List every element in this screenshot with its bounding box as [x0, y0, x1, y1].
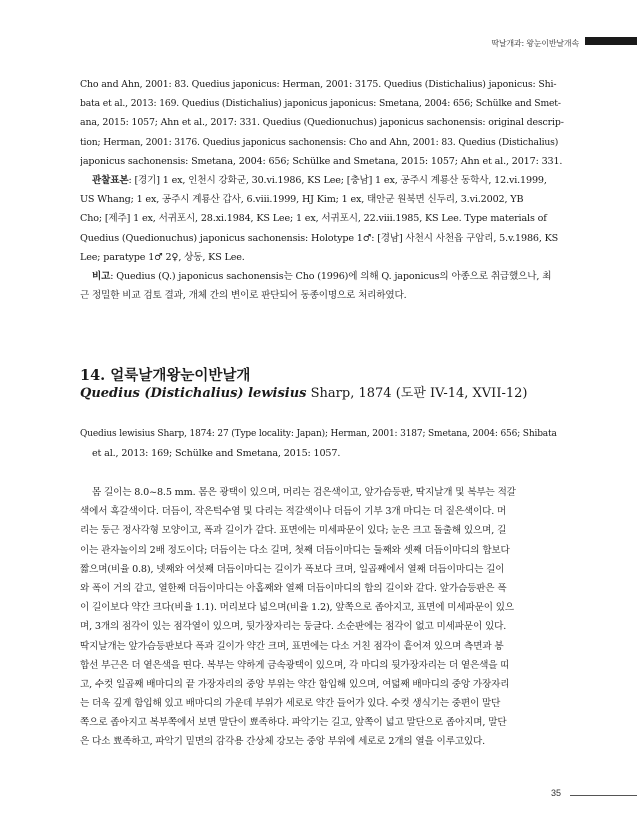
- material-paragraph: [80, 171, 566, 267]
- species-author: Sharp, 1874: [310, 386, 392, 401]
- material-line: : [경기] 1 ex, 인천시 강화군, 30.vi.1986, KS Lee; [충남] 1 ex, 공주시 계룡산 동학사, 12.vi.1999,: [128, 175, 547, 186]
- remarks-first-line: [80, 267, 566, 286]
- running-title: 딱날개과: 왕눈이반날개속: [491, 39, 579, 48]
- material-line: US Whang; 1 ex, 공주시 계룡산 갑사, 6.viii.1999, HJ Kim; 1 ex, 태안군 원북면 신두리, 3.vi.2002, YB: [80, 194, 524, 206]
- synonymy-line: Cho and Ahn, 2001: 83. Quedius japonicus: Herman, 2001: 3175. Quedius (Distichalius) japonicus: Shi-: [80, 79, 557, 90]
- material-label: 관찰표본: [92, 175, 129, 186]
- species-subheading: [80, 382, 527, 401]
- material-line: Cho; [제주] 1 ex, 서귀포시, 28.xi.1984, KS Lee; 1 ex, 서귀포시, 22.viii.1985, KS Lee. Type materials of: [80, 213, 547, 225]
- description-line: 고, 수컷 일곱째 배마디의 끝 가장자리의 중앙 부위는 약간 함입해 있으며, 여덟째 배마디의 중앙 가장자리: [80, 678, 510, 690]
- description-line: 딱지날개는 앞가슴등판보다 폭과 길이가 약간 크며, 표면에는 다소 거친 점각이 흩어져 있으며 측면과 봉: [80, 640, 504, 652]
- remarks-label: 비고: [92, 271, 111, 282]
- synonymy-line: japonicus sachonensis: Smetana, 2004: 656; Schülke and Smetana, 2015: 1057; Ahn et al., 2017: 331.: [80, 155, 563, 167]
- header-bar: [585, 37, 637, 45]
- species-scientific-name: Quedius (Distichalius) lewisius: [80, 386, 307, 401]
- remarks-line: 근 정밀한 비교 검토 결과, 개체 간의 변이로 판단되어 동종이명으로 처리하였다.: [80, 290, 407, 302]
- material-line: Quedius (Quedionuchus) japonicus sachonensis: Holotype 1♂: [경남] 사천시 사천읍 구암리, 5.v.1986, KS: [80, 232, 559, 244]
- description-line: 와 폭이 거의 같고, 열한째 더듬이마디는 아홉째와 열째 더듬이마디의 합의 길이와 같다. 앞가슴등판은 폭: [80, 582, 507, 594]
- description-line: 는 더욱 깊게 함입해 있고 배마디의 가운데 부위가 세로로 약간 들어가 있다. 수컷 생식기는 중편이 말단: [80, 698, 501, 710]
- page-number: 35: [551, 788, 562, 798]
- description-paragraph: [80, 483, 566, 752]
- material-first-line: [80, 171, 566, 190]
- synonymy-paragraph: [80, 75, 566, 171]
- synonymy-line: bata et al., 2013: 169. Quedius (Distichalius) japonicus japonicus: Smetana, 2004: 656; Schülke and Smet-: [80, 98, 561, 110]
- material-line: Lee; paratype 1♂ 2♀, 상동, KS Lee.: [80, 251, 245, 263]
- species-korean-name: 얼룩날개왕눈이반날개: [110, 367, 251, 384]
- description-line: 쪽으로 좁아지고 복부쪽에서 보면 말단이 뾰족하다. 파악기는 길고, 앞쪽이 넓고 말단으로 좁아지며, 말단: [80, 717, 507, 729]
- remarks-line: : Quedius (Q.) japonicus sachonensis는 Cho (1996)에 의해 Q. japonicus의 아종으로 취급했으나, 최: [110, 271, 552, 282]
- synonymy-line: ana, 2015: 1057; Ahn et al., 2017: 331. Quedius (Quedionuchus) japonicus sachonensis: original descrip-: [80, 117, 564, 129]
- description-line: 몸 길이는 8.0~8.5 mm. 몸은 광택이 있으며, 머리는 검은색이고, 앞가슴등판, 딱지날개 및 복부는 적갈: [92, 487, 516, 498]
- plate-reference: (도판 IV-14, XVII-12): [395, 386, 528, 401]
- species-number: 14.: [80, 367, 106, 384]
- description-line: 리는 둥근 정사각형 모양이고, 폭과 길이가 같다. 표면에는 미세파문이 있다; 눈은 크고 돌출해 있으며, 길: [80, 525, 507, 537]
- species-synonymy-line: et al., 2013: 169; Schülke and Smetana, 2015: 1057.: [92, 448, 341, 460]
- description-line: 짧으며(비율 0.8), 넷째와 여섯째 더듬이마디는 길이가 폭보다 크며, 일곱째에서 열째 더듬이마디는 길이: [80, 563, 505, 575]
- description-line: 색에서 흑갈색이다. 더듬이, 작은턱수염 및 다리는 적갈색이나 더듬이 기부 3개 마디는 더 짙은색이다. 머: [80, 506, 507, 518]
- description-line: 며, 3개의 점각이 있는 점각열이 있으며, 뒷가장자리는 둥글다. 소순판에는 점각이 없고 미세파문이 있다.: [80, 621, 507, 633]
- species-synonymy-paragraph: [80, 425, 566, 463]
- description-line: 합선 부근은 더 옅은색을 띤다. 복부는 약하게 금속광택이 있으며, 각 마디의 뒷가장자리는 더 옅은색을 띠: [80, 659, 510, 671]
- description-line: 이 길이보다 약간 크다(비율 1.1). 머리보다 넓으며(비율 1.2), 앞쪽으로 좁아지고, 표면에 미세파문이 있으: [80, 602, 514, 614]
- synonymy-line: tion; Herman, 2001: 3176. Quedius japonicus sachonensis: Cho and Ahn, 2001: 83. Quedius (Distichalius): [80, 136, 559, 148]
- remarks-paragraph: [80, 267, 566, 305]
- species-synonymy-line: Quedius lewisius Sharp, 1874: 27 (Type locality: Japan); Herman, 2001: 3187; Smetana, 2004: 656; Shibata: [80, 429, 557, 439]
- description-line: 은 다소 뾰족하고, 파악기 밑면의 감각용 간상체 강모는 중앙 부위에 세로로 2개의 열을 이루고있다.: [80, 736, 486, 748]
- footer-rule: [570, 795, 637, 796]
- description-line: 이는 관자놀이의 2배 정도이다; 더듬이는 다소 길며, 첫째 더듬이마디는 둘째와 셋째 더듬이마디의 합보다: [80, 544, 510, 556]
